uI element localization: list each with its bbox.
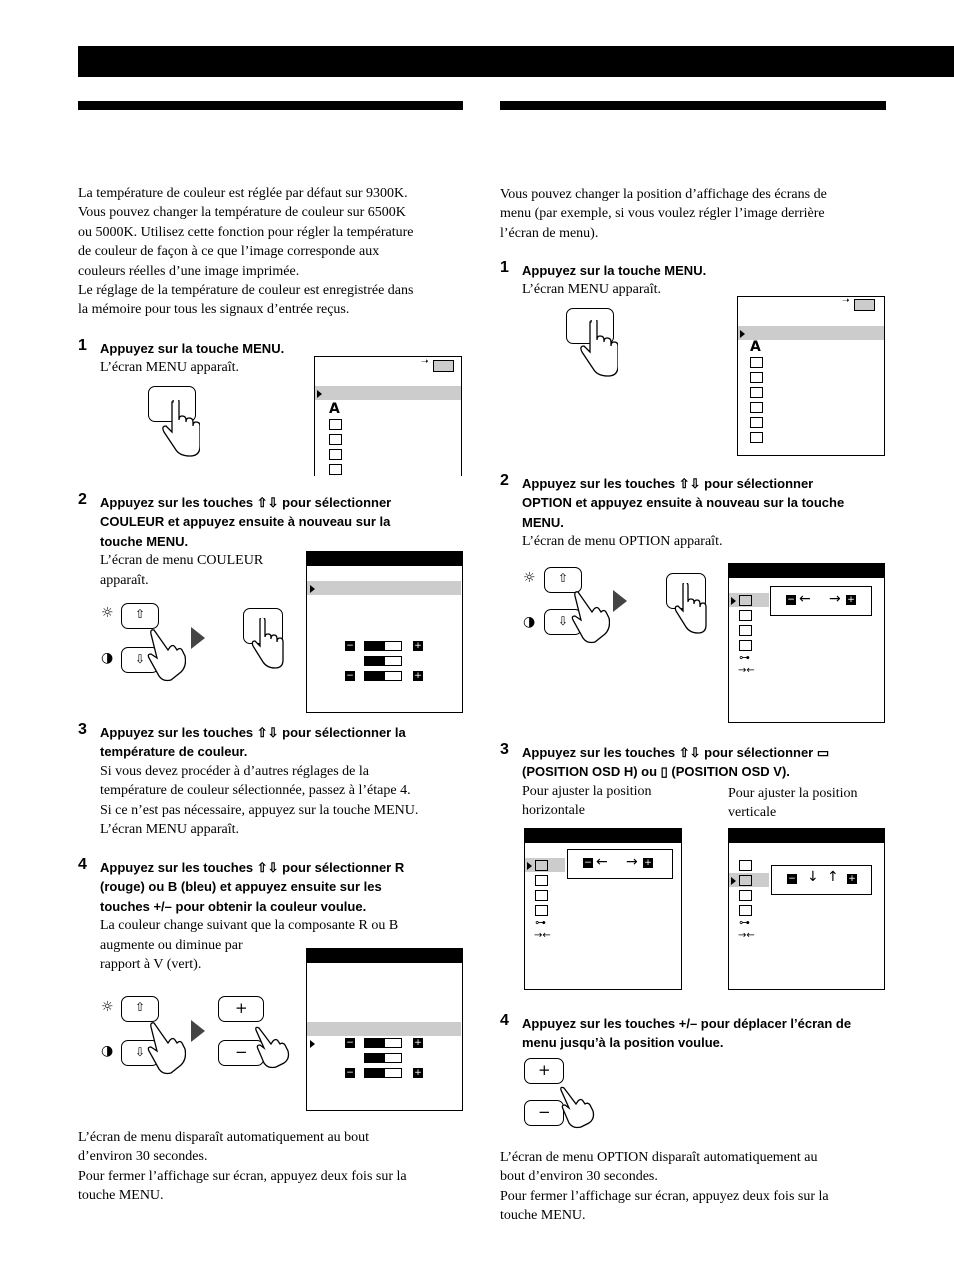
hand-press-icon — [578, 320, 618, 380]
cursor-icon — [527, 862, 532, 870]
size-icon — [750, 357, 763, 368]
position-icon — [329, 434, 342, 445]
arrow-right-icon — [191, 1020, 205, 1042]
osd-main-menu — [737, 296, 885, 456]
moire-icon — [535, 905, 548, 916]
caption-vertical: Pour ajuster la position verticale — [728, 786, 858, 821]
up-key: ⇧ — [121, 996, 159, 1022]
hand-press-icon — [560, 1084, 604, 1130]
step-number: 2 — [500, 472, 509, 489]
moire-icon — [739, 905, 752, 916]
position-icon — [750, 372, 763, 383]
right-step-4: Appuyez sur les touches +/– pour déplacer l’écran de menu jusqu’à la position voulue. — [522, 1016, 852, 1051]
left-step-3: Appuyez sur les touches ⇧⇩ pour sélectionner la température de couleur. Si vous devez procéder à d’autres réglages de la température de couleur sélectionnée, passez à l’étape 4. Si ce n’est pas nécessaire, appuyez sur la touche MENU. L’écran MENU apparaît. — [100, 725, 419, 838]
plus-key: + — [218, 996, 264, 1022]
brightness-icon: ☼ — [523, 570, 536, 586]
left-step-1: Appuyez sur la touche MENU. L’écran MENU apparaît. — [100, 341, 285, 376]
size-icon — [329, 419, 342, 430]
degauss-icon — [739, 625, 752, 636]
brightness-icon: ☼ — [101, 999, 114, 1015]
contrast-icon: ◑ — [101, 1043, 114, 1059]
hand-press-icon — [255, 1024, 295, 1068]
hand-press-icon — [146, 626, 186, 682]
header-bar — [78, 46, 954, 77]
cursor-icon — [731, 877, 736, 885]
degauss-icon — [739, 890, 752, 901]
step-number: 2 — [78, 491, 87, 508]
language-icon — [750, 417, 763, 428]
geometry-icon — [329, 449, 342, 460]
osd-h-adjust-box: − ← → + — [770, 586, 872, 616]
cursor-icon — [310, 585, 315, 593]
osd-main-menu — [314, 356, 462, 476]
osd-v-position-icon — [739, 875, 752, 886]
reset-icon: →← — [738, 665, 755, 676]
arrow-right-icon — [191, 627, 205, 649]
hand-press-icon — [570, 588, 610, 644]
brightness-contrast-icon: A — [329, 401, 340, 417]
lock-key-icon: ⊶ — [739, 916, 750, 929]
down-key: ⇩ — [121, 647, 159, 673]
up-key: ⇧ — [544, 567, 582, 593]
left-step-4: Appuyez sur les touches ⇧⇩ pour sélectionner R (rouge) ou B (bleu) et appuyez ensuite sur les touches +/– pour obtenir la couleur voulue. La couleur change suivant que la composante R ou B augmente ou diminue par rapport à V (vert). — [100, 860, 405, 973]
right-intro: Vous pouvez changer la position d’affichage des écrans de menu (par exemple, si vous voulez régler l’image derrière l’écran de menu). — [500, 187, 827, 241]
arrow-right-icon: ➝ — [842, 296, 850, 306]
option-icon — [750, 432, 763, 443]
right-section-rule — [500, 101, 886, 110]
step-number: 4 — [500, 1012, 509, 1029]
lock-key-icon: ⊶ — [739, 651, 750, 664]
osd-option-menu — [728, 563, 885, 723]
osd-h-position-icon — [535, 860, 548, 871]
osd-v-position-icon — [739, 610, 752, 621]
down-key: ⇩ — [544, 609, 582, 635]
osd-input-indicator — [433, 360, 454, 372]
osd-input-indicator — [854, 299, 875, 311]
hand-press-icon — [160, 400, 200, 460]
step-number: 1 — [78, 337, 87, 354]
right-step-2: Appuyez sur les touches ⇧⇩ pour sélectionner OPTION et appuyez ensuite à nouveau sur la touche MENU. L’écran de menu OPTION apparaît. — [522, 476, 845, 550]
left-outro: L’écran de menu disparaît automatiquement au bout d’environ 30 secondes. Pour fermer l’affichage sur écran, appuyez deux fois sur la touche MENU. — [78, 1130, 407, 1204]
hand-press-icon — [673, 583, 709, 635]
osd-color-menu: − + − + — [306, 551, 463, 713]
hand-press-icon — [250, 618, 286, 670]
cursor-icon — [317, 390, 322, 398]
reset-icon: →← — [534, 930, 551, 941]
contrast-icon: ◑ — [101, 650, 114, 666]
contrast-icon: ◑ — [523, 614, 536, 630]
down-key: ⇩ — [121, 1040, 159, 1066]
arrow-right-icon — [613, 590, 627, 612]
cursor-icon — [740, 330, 745, 338]
osd-h-position-icon — [739, 860, 752, 871]
right-step-3: Appuyez sur les touches ⇧⇩ pour sélectionner ▭ (POSITION OSD H) ou ▯ (POSITION OSD V). — [522, 745, 830, 780]
osd-h-position-icon — [739, 595, 752, 606]
color-icon — [329, 464, 342, 475]
lock-key-icon: ⊶ — [535, 916, 546, 929]
brightness-contrast-icon: A — [750, 339, 761, 355]
up-key: ⇧ — [121, 603, 159, 629]
degauss-icon — [535, 890, 548, 901]
osd-h-adjust-box: − ← → + — [567, 849, 673, 879]
right-step-1: Appuyez sur la touche MENU. L’écran MENU apparaît. — [522, 263, 707, 298]
step-number: 3 — [78, 721, 87, 738]
cursor-icon — [310, 1040, 315, 1048]
geometry-icon — [750, 387, 763, 398]
minus-key: − — [524, 1100, 564, 1126]
osd-color-adjust: − + − + — [306, 948, 463, 1111]
left-section-rule — [78, 101, 463, 110]
cursor-icon — [731, 597, 736, 605]
right-outro: L’écran de menu OPTION disparaît automatiquement au bout d’environ 30 secondes. Pour fermer l’affichage sur écran, appuyez deux fois sur la touche MENU. — [500, 1150, 829, 1224]
step-number: 3 — [500, 741, 509, 758]
plus-key: + — [524, 1058, 564, 1084]
arrow-right-icon: ➝ — [421, 357, 429, 367]
reset-icon: →← — [738, 930, 755, 941]
color-icon — [750, 402, 763, 413]
brightness-icon: ☼ — [101, 605, 114, 621]
step-number: 4 — [78, 856, 87, 873]
caption-horizontal: Pour ajuster la position horizontale — [522, 784, 652, 819]
osd-position-h — [524, 828, 682, 990]
hand-press-icon — [146, 1019, 186, 1075]
left-intro: La température de couleur est réglée par défaut sur 9300K. Vous pouvez changer la température de couleur sur 6500K ou 5000K. Utilisez cette fonction pour régler la température de couleur de façon à ce que l’image corresponde aux couleurs réelles d’une image imprimée. Le réglage de la température de couleur est enregistrée dans la mémoire pour tous les signaux d’entrée reçus. — [78, 186, 414, 318]
osd-position-v — [728, 828, 885, 990]
left-step-2: Appuyez sur les touches ⇧⇩ pour sélectionner COULEUR et appuyez ensuite à nouveau sur la touche MENU. L’écran de menu COULEUR apparaît. — [100, 495, 392, 588]
step-number: 1 — [500, 259, 509, 276]
osd-v-position-icon — [535, 875, 548, 886]
moire-icon — [739, 640, 752, 651]
osd-v-adjust-box: − ↓ ↑ + — [771, 865, 872, 895]
minus-key: − — [218, 1040, 264, 1066]
